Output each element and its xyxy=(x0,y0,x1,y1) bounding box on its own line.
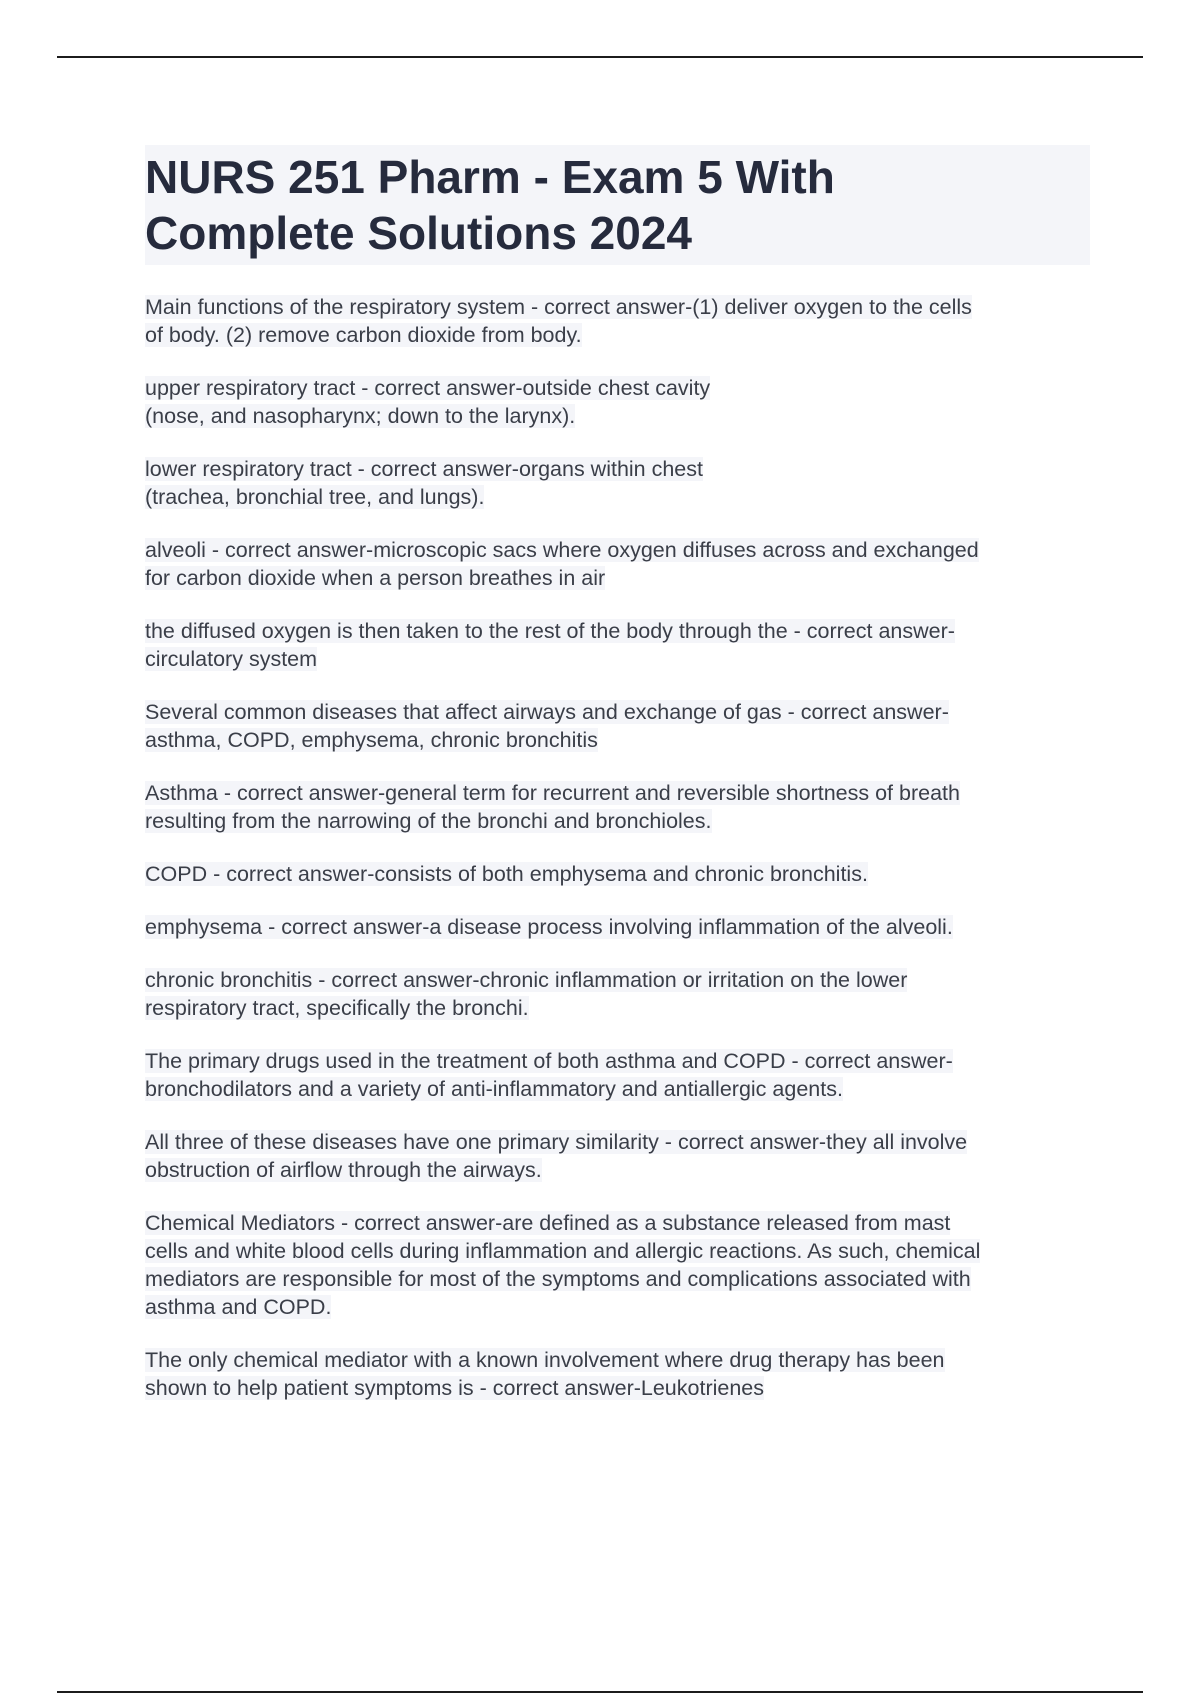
qa-item-text: lower respiratory tract - correct answer-organs within chest (trachea, bronchial tree, and lungs). xyxy=(145,457,703,509)
qa-item-text: chronic bronchitis - correct answer-chronic inflammation or irritation on the lower respiratory tract, specifically the bronchi. xyxy=(145,968,908,1020)
qa-item-text: the diffused oxygen is then taken to the rest of the body through the - correct answer- circulatory system xyxy=(145,619,955,671)
bottom-rule xyxy=(57,1691,1143,1693)
qa-item-text: Several common diseases that affect airways and exchange of gas - correct answer- asthma, COPD, emphysema, chronic bronchitis xyxy=(145,700,949,752)
qa-item xyxy=(145,1047,1090,1103)
qa-item xyxy=(145,913,1090,941)
top-rule xyxy=(57,56,1143,58)
qa-item-text: upper respiratory tract - correct answer-outside chest cavity (nose, and nasopharynx; down to the larynx). xyxy=(145,376,711,428)
qa-item xyxy=(145,1346,1090,1402)
qa-item xyxy=(145,374,1090,430)
title-line-1: NURS 251 Pharm - Exam 5 With xyxy=(145,151,835,203)
qa-item xyxy=(145,293,1090,349)
qa-item-text: Asthma - correct answer-general term for recurrent and reversible shortness of breath resulting from the narrowing of the bronchi and bronchioles. xyxy=(145,781,960,833)
qa-item xyxy=(145,617,1090,673)
qa-list xyxy=(145,293,1090,1402)
qa-item-text: emphysema - correct answer-a disease process involving inflammation of the alveoli. xyxy=(145,915,953,939)
qa-item-text: All three of these diseases have one primary similarity - correct answer-they all involve obstruction of airflow through the airways. xyxy=(145,1130,968,1182)
document-body xyxy=(145,145,1090,1427)
qa-item xyxy=(145,860,1090,888)
qa-item-text: Main functions of the respiratory system - correct answer-(1) deliver oxygen to the cells of body. (2) remove carbon dioxide from body. xyxy=(145,295,972,347)
document-title xyxy=(145,149,1090,261)
qa-item-text: alveoli - correct answer-microscopic sacs where oxygen diffuses across and exchanged for carbon dioxide when a person breathes in air xyxy=(145,538,979,590)
qa-item xyxy=(145,779,1090,835)
qa-item-text: Chemical Mediators - correct answer-are defined as a substance released from mast cells and white blood cells during inflammation and allergic reactions. As such, chemical mediators are responsible for most of the symptoms and complications associated with asthma and COPD. xyxy=(145,1211,981,1319)
qa-item xyxy=(145,455,1090,511)
qa-item xyxy=(145,698,1090,754)
qa-item-text: The primary drugs used in the treatment of both asthma and COPD - correct answer- bronchodilators and a variety of anti-inflammatory and antiallergic agents. xyxy=(145,1049,953,1101)
qa-item xyxy=(145,1209,1090,1321)
qa-item-text: COPD - correct answer-consists of both emphysema and chronic bronchitis. xyxy=(145,862,868,886)
title-block xyxy=(145,145,1090,265)
qa-item xyxy=(145,966,1090,1022)
qa-item xyxy=(145,1128,1090,1184)
qa-item xyxy=(145,536,1090,592)
qa-item-text: The only chemical mediator with a known involvement where drug therapy has been shown to help patient symptoms is - correct answer-Leukotrienes xyxy=(145,1348,945,1400)
title-line-2: Complete Solutions 2024 xyxy=(145,207,693,259)
